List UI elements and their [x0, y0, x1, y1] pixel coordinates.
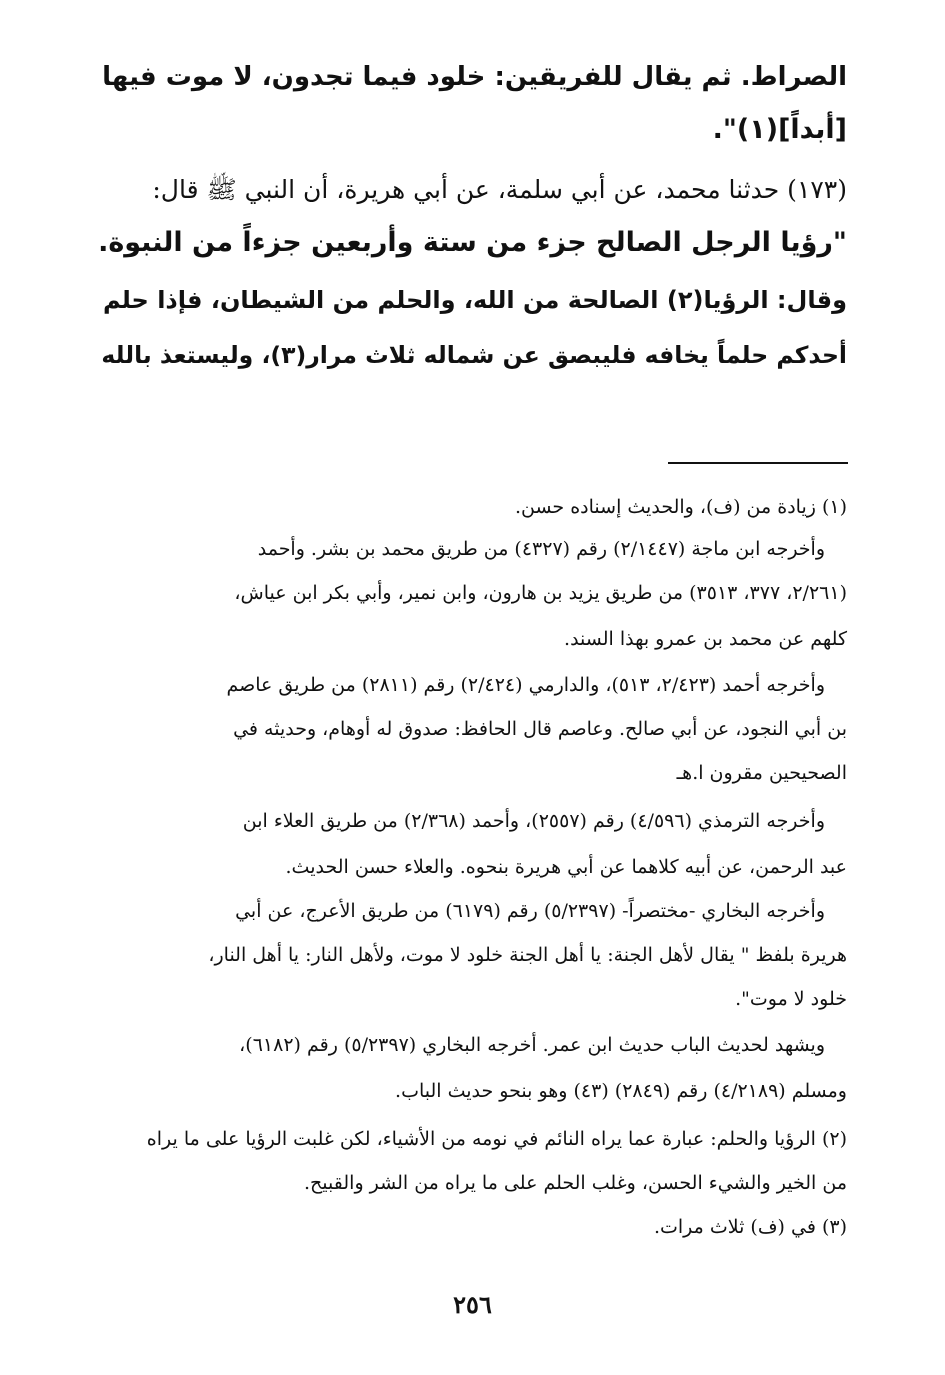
footnote-1-line-2: وأخرجه ابن ماجة (٢/١٤٤٧) رقم (٤٣٢٧) من طريق محمد بن بشر. وأحمد: [257, 538, 825, 560]
footnote-divider: [668, 462, 848, 464]
footnote-1-line-12: خلود لا موت".: [735, 988, 847, 1010]
hadith-173-chain: (١٧٣) حدثنا محمد، عن أبي سلمة، عن أبي هريرة، أن النبي ﷺ قال:: [152, 175, 847, 204]
main-text-line-1: الصراط. ثم يقال للفريقين: خلود فيما تجدون، لا موت فيها: [102, 62, 847, 92]
footnote-1-line-8: وأخرجه الترمذي (٤/٥٩٦) رقم (٢٥٥٧)، وأحمد (٢/٣٦٨) من طريق العلاء ابن: [242, 810, 825, 832]
page-number: ٢٥٦: [453, 1290, 492, 1319]
footnote-1-line-6: بن أبي النجود، عن أبي صالح. وعاصم قال الحافظ: صدوق له أوهام، وحديثه في: [233, 718, 847, 740]
footnote-2-line-2: من الخير والشيء الحسن، وغلب الحلم على ما يراه من الشر والقبيح.: [304, 1172, 847, 1194]
footnote-1-line-10: وأخرجه البخاري -مختصراً- (٥/٢٣٩٧) رقم (٦١٧٩) من طريق الأعرج، عن أبي: [235, 900, 825, 922]
footnote-1-line-7: الصحيحين مقرون ا.هـ: [676, 762, 847, 784]
footnote-1-line-13: ويشهد لحديث الباب حديث ابن عمر. أخرجه البخاري (٥/٢٣٩٧) رقم (٦١٨٢)،: [239, 1034, 825, 1056]
footnote-1-line-11: هريرة بلفظ " يقال لأهل الجنة: يا أهل الجنة خلود لا موت، ولأهل النار: يا أهل النار،: [208, 944, 847, 966]
footnote-1-line-5: وأخرجه أحمد (٢/٤٢٣، ٥١٣)، والدارمي (٢/٤٢٤) رقم (٢٨١١) من طريق عاصم: [226, 674, 825, 696]
footnote-1-line-1: (١) زيادة من (ف)، والحديث إسناده حسن.: [514, 496, 847, 518]
footnote-2-line-1: (٢) الرؤيا والحلم: عبارة عما يراه النائم في نومه من الأشياء، لكن غلبت الرؤيا على ما يراه: [146, 1128, 847, 1150]
main-text-line-5: وقال: الرؤيا(٢) الصالحة من الله، والحلم من الشيطان، فإذا حلم: [102, 286, 847, 314]
footnote-3-line-1: (٣) في (ف) ثلاث مرات.: [653, 1216, 847, 1238]
footnote-1-line-4: كلهم عن محمد بن عمرو بهذا السند.: [564, 628, 847, 650]
footnote-1-line-9: عبد الرحمن، عن أبيه كلاهما عن أبي هريرة بنحوه. والعلاء حسن الحديث.: [285, 856, 847, 878]
main-text-line-4: "رؤيا الرجل الصالح جزء من ستة وأربعين جزءاً من النبوة.: [98, 227, 847, 258]
main-text-line-6: أحدكم حلماً يخافه فليبصق عن شماله ثلاث مرار(٣)، وليستعذ بالله: [101, 341, 847, 369]
main-text-line-2: [أبداً](١)".: [712, 114, 847, 145]
footnote-1-line-14: ومسلم (٤/٢١٨٩) رقم (٢٨٤٩) (٤٣) وهو بنحو حديث الباب.: [395, 1080, 847, 1102]
footnote-1-line-3: (٢/٢٦١، ٣٧٧، ٣٥١٣) من طريق يزيد بن هارون، وابن نمير، وأبي بكر ابن عياش،: [234, 582, 847, 604]
